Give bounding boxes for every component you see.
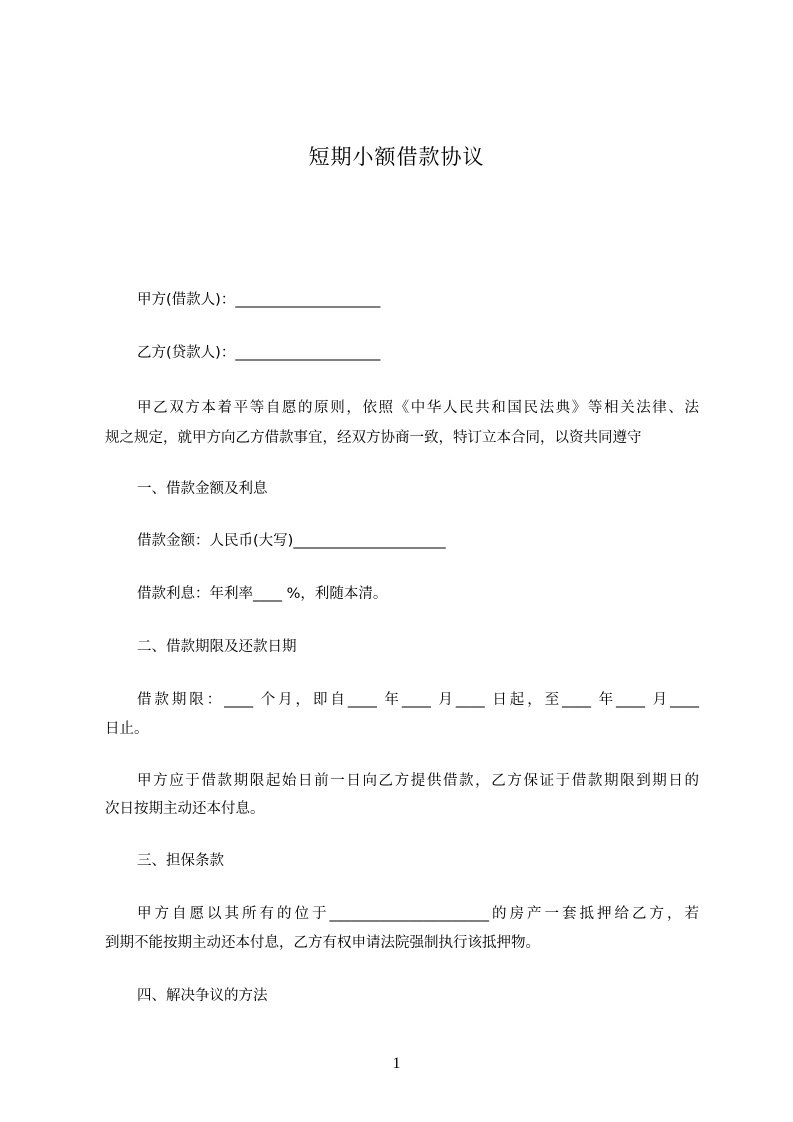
guarantee-line-2: 到期不能按期主动还本付息，乙方有权申请法院强制执行该抵押物。: [105, 935, 540, 951]
document-title: 短期小额借款协议: [308, 145, 485, 169]
section-1-heading: 一、借款金额及利息: [137, 481, 268, 497]
loan-interest-line: 借款利息：年利率____ %，利随本清。: [137, 586, 388, 602]
intro-paragraph-line-2: 规之规定，就甲方向乙方借款事宜，经双方协商一致，特订立本合同，以资共同遵守: [105, 430, 642, 446]
loan-term-line-1: 借款期限：____ 个月，即自____ 年____ 月____ 日起，至____ 年____ 月____: [137, 692, 699, 708]
loan-amount-line: 借款金额：人民币(大写)_____________________: [137, 533, 446, 549]
guarantee-line-1: 甲方自愿以其所有的位于______________________的房产一套抵押给乙方，若: [137, 906, 699, 922]
section-3-heading: 三、担保条款: [137, 853, 224, 869]
repayment-line-1: 甲方应于借款期限起始日前一日向乙方提供借款，乙方保证于借款期限到期日的: [137, 773, 699, 789]
repayment-line-2: 次日按期主动还本付息。: [105, 801, 265, 817]
section-2-heading: 二、借款期限及还款日期: [137, 639, 297, 655]
intro-paragraph-line-1: 甲乙双方本着平等自愿的原则，依照《中华人民共和国民法典》等相关法律、法: [137, 400, 699, 416]
section-4-heading: 四、解决争议的方法: [137, 988, 268, 1004]
loan-term-line-2: 日止。: [105, 721, 149, 737]
page-number: 1: [392, 1055, 401, 1072]
party-b-line: 乙方(贷款人)：____________________: [137, 345, 381, 361]
party-a-line: 甲方(借款人)：____________________: [137, 292, 381, 308]
